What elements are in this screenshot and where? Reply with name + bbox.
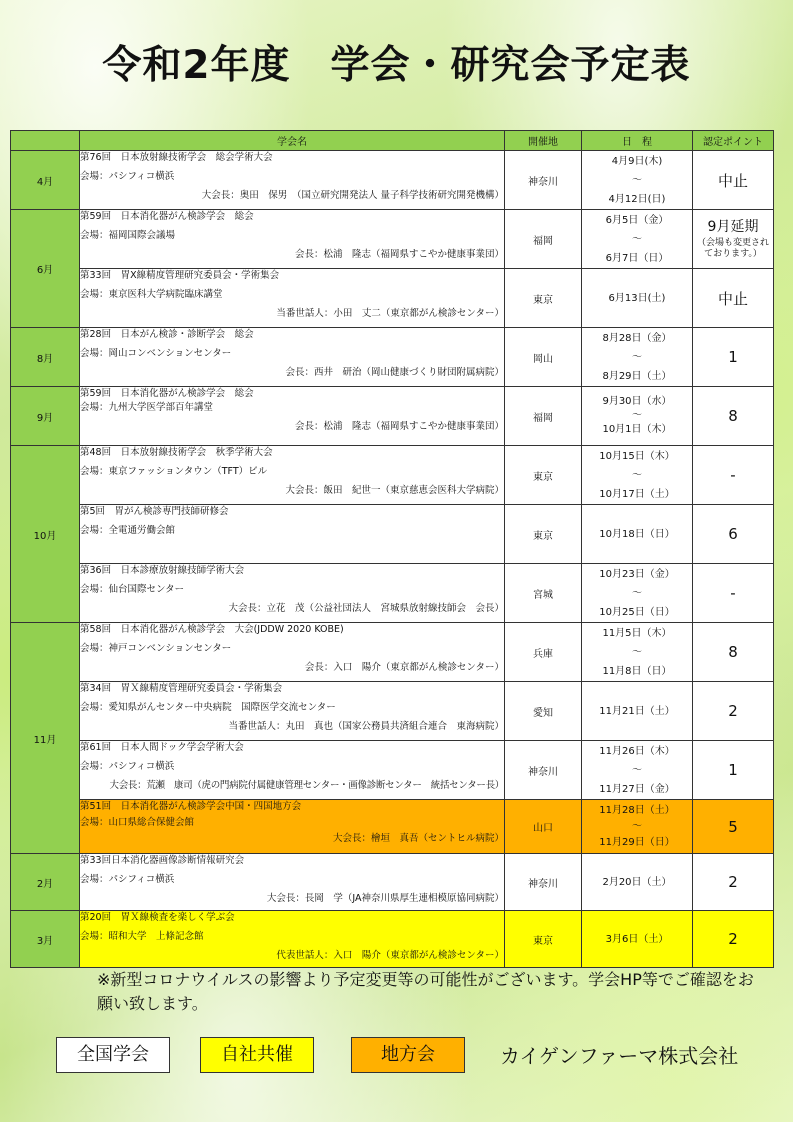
date-cell: [582, 741, 693, 800]
company-name: カイゲンファーマ株式会社: [500, 1044, 739, 1068]
date-end: 10月17日（土）: [599, 488, 675, 500]
date-cell: 6月13日(土): [582, 269, 693, 328]
points-value: 9月延期: [707, 218, 759, 235]
header-date: 日 程: [582, 131, 693, 151]
event-place: 会場：福岡国際会議場: [80, 230, 176, 241]
date-tilde: ～: [632, 351, 642, 363]
event-place: 会場：パシフィコ横浜: [80, 874, 175, 885]
event-place: 会場：神戸コンベンションセンター: [80, 643, 232, 654]
table-row: [11, 505, 774, 564]
date-cell: 10月18日（日）: [582, 505, 693, 564]
date-cell: [582, 387, 693, 446]
venue-cell: 愛知: [505, 682, 582, 741]
points-cell: 2: [693, 854, 774, 911]
table-row: [11, 269, 774, 328]
event-place: 会場：九州大学医学部百年講堂: [80, 402, 214, 413]
date-end: 11月27日（金）: [599, 783, 675, 795]
date-start: 9月30日（水）: [602, 396, 672, 407]
header-name: 学会名: [80, 131, 505, 151]
table-row: [11, 564, 774, 623]
points-cell: 1: [693, 328, 774, 387]
table-row: [11, 623, 774, 682]
table-row: [11, 328, 774, 387]
event-name-cell: [80, 741, 505, 800]
event-place: 会場：愛知県がんセンター中央病院 国際医学交流センター: [80, 702, 336, 713]
date-tilde: ～: [632, 174, 642, 186]
event-place: 会場：東京医科大学病院臨床講堂: [80, 289, 223, 300]
event-chair: 会長：松浦 隆志（福岡県すこやか健康事業団）: [294, 421, 504, 432]
date-start: 11月26日（木）: [599, 745, 675, 757]
venue-cell: 神奈川: [505, 854, 582, 911]
legend-national: 全国学会: [56, 1037, 170, 1073]
points-cell: -: [693, 446, 774, 505]
date-cell: [582, 800, 693, 854]
venue-cell: 東京: [505, 269, 582, 328]
event-title: 第33回日本消化器画像診断情報研究会: [80, 855, 245, 866]
points-cell: 5: [693, 800, 774, 854]
date-start: 6月5日（金）: [605, 214, 669, 226]
event-name-cell: [80, 269, 505, 328]
month-cell: 2月: [11, 854, 80, 911]
date-cell: [582, 210, 693, 269]
points-cell: 2: [693, 911, 774, 968]
date-tilde: ～: [632, 820, 642, 832]
venue-cell: 神奈川: [505, 151, 582, 210]
event-title: 第20回 胃Ｘ線検査を楽しく学ぶ会: [80, 912, 235, 923]
event-name-cell: [80, 854, 505, 911]
event-title: 第36回 日本診療放射線技師学術大会: [80, 565, 245, 576]
month-cell: 9月: [11, 387, 80, 446]
points-cell: 1: [693, 741, 774, 800]
schedule-table: [10, 130, 774, 968]
points-cell: 8: [693, 623, 774, 682]
event-place: 会場：パシフィコ横浜: [80, 761, 175, 772]
event-chair: 会長：入口 陽介（東京都がん検診センター）: [304, 662, 504, 673]
date-end: 10月1日（木）: [602, 424, 672, 435]
venue-cell: 東京: [505, 911, 582, 968]
table-row: [11, 854, 774, 911]
legend-regional: 地方会: [351, 1037, 465, 1073]
event-name-cell: [80, 210, 505, 269]
month-cell: 8月: [11, 328, 80, 387]
date-cell: [582, 328, 693, 387]
event-title: 第33回 胃X線精度管理研究委員会・学術集会: [80, 270, 280, 281]
date-end: 4月12日(日): [608, 193, 666, 205]
event-name-cell: [80, 564, 505, 623]
table-row: [11, 682, 774, 741]
date-cell: 3月6日（土）: [582, 911, 693, 968]
month-cell: 11月: [11, 623, 80, 854]
event-name-cell: [80, 800, 505, 854]
points-cell: -: [693, 564, 774, 623]
page-title: 令和2年度 学会・研究会予定表: [102, 43, 691, 88]
date-cell: [582, 151, 693, 210]
event-chair: 当番世話人：丸田 真也（国家公務員共済組合連合 東海病院）: [228, 721, 504, 732]
points-cell: 中止: [693, 269, 774, 328]
venue-cell: 神奈川: [505, 741, 582, 800]
month-cell: 4月: [11, 151, 80, 210]
date-tilde: ～: [632, 410, 642, 421]
date-end: 6月7日（日）: [605, 252, 669, 264]
venue-cell: 兵庫: [505, 623, 582, 682]
points-cell: 6: [693, 505, 774, 564]
venue-cell: 宮城: [505, 564, 582, 623]
points-cell: 中止: [693, 151, 774, 210]
event-title: 第61回 日本人間ドック学会学術大会: [80, 742, 244, 753]
venue-cell: 岡山: [505, 328, 582, 387]
event-place: 会場：パシフィコ横浜: [80, 171, 175, 182]
event-name-cell: [80, 682, 505, 741]
table-row: [11, 387, 774, 446]
date-start: 11月5日（木）: [602, 627, 672, 639]
date-start: 10月23日（金）: [599, 568, 675, 580]
date-end: 10月25日（日）: [599, 606, 675, 618]
table-row: [11, 210, 774, 269]
date-cell: 2月20日（土）: [582, 854, 693, 911]
event-title: 第48回 日本放射線技術学会 秋季学術大会: [80, 447, 273, 458]
table-row: [11, 446, 774, 505]
date-cell: [582, 446, 693, 505]
event-title: 第59回 日本消化器がん検診学会 総会: [80, 211, 254, 222]
event-title: 第51回 日本消化器がん検診学会中国・四国地方会: [80, 801, 302, 812]
date-end: 8月29日（土）: [602, 370, 672, 382]
points-cell: 8: [693, 387, 774, 446]
header-points: 認定ポイント: [693, 131, 774, 151]
event-name-cell: [80, 328, 505, 387]
date-tilde: ～: [632, 469, 642, 481]
event-title: 第76回 日本放射線技術学会 総会学術大会: [80, 152, 273, 163]
event-place: 会場：全電通労働会館: [80, 525, 176, 536]
date-start: 10月15日（木）: [599, 450, 675, 462]
points-cell: [693, 210, 774, 269]
event-title: 第34回 胃Ｘ線精度管理研究委員会・学術集会: [80, 683, 283, 694]
event-place: 会場：山口県総合保健会館: [80, 817, 195, 828]
date-tilde: ～: [632, 764, 642, 776]
month-cell: 10月: [11, 446, 80, 623]
event-name-cell: [80, 911, 505, 968]
date-tilde: ～: [632, 646, 642, 658]
event-chair: 会長：西井 研治（岡山健康づくり財団附属病院）: [285, 367, 504, 378]
venue-cell: 福岡: [505, 210, 582, 269]
event-chair: 大会長：長岡 学（JA神奈川県厚生連相模原協同病院）: [266, 893, 504, 904]
header-venue: 開催地: [505, 131, 582, 151]
covid-footnote: ※新型コロナウイルスの影響より予定変更等の可能性がございます。学会HP等でご確認をお願い致します。: [97, 970, 754, 1013]
table-row-co-hosted: [11, 911, 774, 968]
month-cell: 3月: [11, 911, 80, 968]
table-row: [11, 741, 774, 800]
event-name-cell: [80, 387, 505, 446]
event-name-cell: [80, 151, 505, 210]
date-end: 11月29日（日）: [599, 836, 675, 848]
event-chair: 大会長：荒瀬 康司（虎の門病院付属健康管理センター・画像診断センター 統括センター長）: [109, 780, 504, 791]
month-cell: 6月: [11, 210, 80, 328]
event-name-cell: [80, 446, 505, 505]
date-cell: [582, 623, 693, 682]
event-name-cell: [80, 623, 505, 682]
date-tilde: ～: [632, 587, 642, 599]
event-title: 第5回 胃がん検診専門技師研修会: [80, 506, 229, 517]
event-place: 会場：仙台国際センター: [80, 584, 185, 595]
event-place: 会場：昭和大学 上條記念館: [80, 931, 204, 942]
event-chair: 会長：松浦 隆志（福岡県すこやか健康事業団）: [294, 249, 504, 260]
event-chair: 大会長：飯田 紀世一（東京慈恵会医科大学病院）: [285, 485, 504, 496]
table-row-regional: [11, 800, 774, 854]
points-cell: 2: [693, 682, 774, 741]
event-title: 第58回 日本消化器がん検診学会 大会(JDDW 2020 KOBE): [80, 624, 344, 635]
date-start: 11月28日（土）: [599, 804, 675, 816]
event-chair: 当番世話人：小田 丈二（東京都がん検診センター）: [276, 308, 504, 319]
date-cell: 11月21日（土）: [582, 682, 693, 741]
date-start: 8月28日（金）: [602, 332, 672, 344]
venue-cell: 東京: [505, 505, 582, 564]
event-chair: 代表世話人：入口 陽介（東京都がん検診センター）: [276, 950, 504, 961]
venue-cell: 福岡: [505, 387, 582, 446]
venue-cell: 山口: [505, 800, 582, 854]
date-cell: [582, 564, 693, 623]
date-end: 11月8日（日）: [602, 665, 672, 677]
event-place: 会場：岡山コンベンションセンター: [80, 348, 232, 359]
date-tilde: ～: [632, 233, 642, 245]
venue-cell: 東京: [505, 446, 582, 505]
event-chair: 大会長：立花 茂（公益社団法人 宮城県放射線技師会 会長）: [228, 603, 504, 614]
header-month: [11, 131, 80, 151]
event-chair: 大会長：檜垣 真吾（セントヒル病院）: [332, 833, 504, 844]
event-name-cell: [80, 505, 505, 564]
points-note: （会場も変更されております。）: [696, 237, 769, 259]
legend-co-hosted: 自社共催: [200, 1037, 314, 1073]
date-start: 4月9日(木): [611, 155, 663, 167]
table-header-row: [11, 131, 774, 151]
event-title: 第59回 日本消化器がん検診学会 総会: [80, 388, 254, 399]
event-place: 会場：東京ファッションタウン（TFT）ビル: [80, 466, 268, 477]
table-row: [11, 151, 774, 210]
event-title: 第28回 日本がん検診・診断学会 総会: [80, 329, 254, 340]
event-chair: 大会長：奥田 保男 （国立研究開発法人 量子科学技術研究開発機構）: [201, 190, 504, 201]
